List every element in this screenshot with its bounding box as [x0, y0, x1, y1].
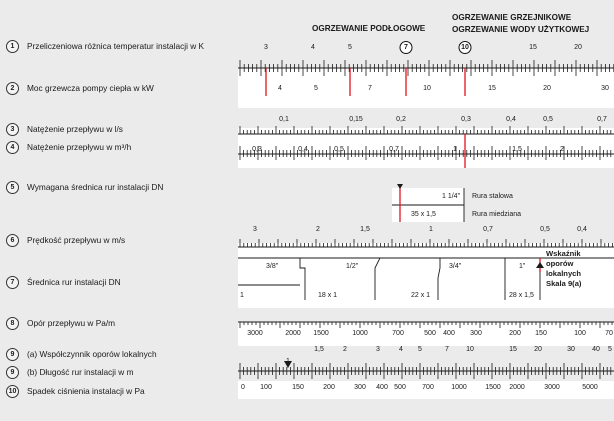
scale10-label: 0 — [241, 384, 245, 391]
scale9a-label: 1,5 — [314, 346, 324, 353]
row-label: Przeliczeniowa różnica temperatur instalacji w K — [27, 41, 205, 51]
scale8-label: 300 — [470, 330, 482, 337]
scale10-label: 3000 — [544, 384, 560, 391]
scale2-label: 4 — [278, 85, 282, 92]
row-number: 9 — [6, 348, 19, 361]
scale2-label: 10 — [423, 85, 431, 92]
scale3-label: 0,1 — [279, 116, 289, 123]
scale10-label: 1500 — [485, 384, 501, 391]
pipe-zone-border — [238, 258, 305, 300]
scale2-label: 7 — [368, 85, 372, 92]
row-number: 9 — [6, 366, 19, 379]
pipe-size-label: 3/8" — [266, 263, 279, 270]
header-radiator-heating: OGRZEWANIE GRZEJNIKOWE — [452, 13, 572, 22]
row-label: Natężenie przepływu w l/s — [27, 124, 123, 134]
row-label: Opór przepływu w Pa/m — [27, 318, 116, 328]
scale4-label: 0,3 — [252, 146, 262, 153]
scale10-label: 200 — [323, 384, 335, 391]
scale8-label: 100 — [574, 330, 586, 337]
header-hot-water: OGRZEWANIE WODY UŻYTKOWEJ — [452, 25, 590, 34]
scale9a-label: 5 — [418, 346, 422, 353]
row-number: 5 — [6, 181, 19, 194]
scale10-label: 100 — [260, 384, 272, 391]
row-number: 7 — [6, 276, 19, 289]
scale9a-label: 5 — [608, 346, 612, 353]
scale9a-label: 3 — [376, 346, 380, 353]
scale6-label: 1,5 — [360, 226, 370, 233]
scale1-label: 20 — [574, 44, 582, 51]
row-number: 3 — [6, 123, 19, 136]
radiator-marker-10: 10 — [459, 41, 472, 54]
scale2-label: 5 — [314, 85, 318, 92]
steel-pipe-size: 1 1/4" — [442, 193, 461, 200]
scale9a-label: 15 — [509, 346, 517, 353]
indicator-line: lokalnych — [546, 269, 582, 278]
scale10-label: 300 — [354, 384, 366, 391]
scale9a-label: 4 — [399, 346, 403, 353]
row-label: (b) Długość rur instalacji w m — [27, 367, 134, 377]
length-pointer-icon — [284, 361, 292, 368]
row-number: 8 — [6, 317, 19, 330]
indicator-line: oporów — [546, 259, 574, 268]
scale8-label: 500 — [424, 330, 436, 337]
scale6-label: 0,4 — [577, 226, 587, 233]
pipe-size-label: 1" — [519, 263, 526, 270]
scale3-label: 0,7 — [597, 116, 607, 123]
floor-marker-7: 7 — [400, 41, 413, 54]
pipe-size-label: 1/2" — [346, 263, 359, 270]
scale10-label: 400 — [376, 384, 388, 391]
pipe-size-label: 1 — [240, 292, 244, 299]
resistance-pointer-icon — [536, 262, 544, 268]
scale10-label: 700 — [422, 384, 434, 391]
scale9a-label: 7 — [445, 346, 449, 353]
row-number: 1 — [6, 40, 19, 53]
scale9a-label: 40 — [592, 346, 600, 353]
scale9a-label: 20 — [534, 346, 542, 353]
row-number: 10 — [6, 385, 19, 398]
scale8-label: 200 — [509, 330, 521, 337]
scale3-label: 0,15 — [349, 116, 363, 123]
copper-pipe-size: 35 x 1,5 — [411, 211, 436, 218]
indicator-line: Wskaźnik — [546, 249, 581, 258]
scale8-label: 3000 — [247, 330, 263, 337]
scale4-label: 1,5 — [512, 146, 522, 153]
row-label: Spadek ciśnienia instalacji w Pa — [27, 386, 145, 396]
scale3-label: 0,3 — [461, 116, 471, 123]
scale3-label: 0,2 — [396, 116, 406, 123]
row-label: Natężenie przepływu w m³/h — [27, 142, 132, 152]
scale9a-label: 10 — [466, 346, 474, 353]
scale1-label: 5 — [348, 44, 352, 51]
scale4-label: 0,5 — [334, 146, 344, 153]
scale8-label: 2000 — [285, 330, 301, 337]
scale10-label: 5000 — [582, 384, 598, 391]
scale8-label: 400 — [443, 330, 455, 337]
row-label: Wymagana średnica rur instalacji DN — [27, 182, 164, 192]
scale9a-label: 30 — [567, 346, 575, 353]
pipe-size-label: 28 x 1,5 — [509, 292, 534, 299]
scale10-label: 1000 — [451, 384, 467, 391]
scale6-label: 1 — [429, 226, 433, 233]
scale4-label: 2 — [560, 146, 564, 153]
pipe-size-label: 22 x 1 — [411, 292, 431, 299]
scale8-label: 1000 — [352, 330, 368, 337]
pipe-zone-border — [300, 258, 380, 300]
scale8-label: 70 — [605, 330, 613, 337]
pipe-pointer-icon — [397, 184, 403, 189]
row-number: 2 — [6, 82, 19, 95]
scale9a-label: 2 — [343, 346, 347, 353]
pipe-size-label: 18 x 1 — [318, 292, 338, 299]
row-label: Średnica rur instalacji DN — [27, 277, 121, 287]
pipe-size-label: 3/4" — [449, 263, 462, 270]
scale2-label: 15 — [488, 85, 496, 92]
scale8-label: 150 — [535, 330, 547, 337]
scale2-label: 20 — [543, 85, 551, 92]
scale4-label: 0,7 — [389, 146, 399, 153]
row-label: Prędkość przepływu w m/s — [27, 235, 126, 245]
row-label: Moc grzewcza pompy ciepła w kW — [27, 83, 154, 93]
scale8-label: 1500 — [313, 330, 329, 337]
scale10-label: 150 — [292, 384, 304, 391]
pipe-zone-border — [375, 258, 440, 300]
scale1-label: 4 — [311, 44, 315, 51]
header-floor-heating: OGRZEWANIE PODŁOGOWE — [312, 24, 426, 33]
scale4-label: 0,4 — [298, 146, 308, 153]
scale2-label: 30 — [601, 85, 609, 92]
row-number: 4 — [6, 141, 19, 154]
scale8-label: 700 — [392, 330, 404, 337]
scale1-label: 3 — [264, 44, 268, 51]
scale6-label: 0,7 — [483, 226, 493, 233]
row-label: (a) Współczynnik oporów lokalnych — [27, 349, 157, 359]
scale6-label: 2 — [316, 226, 320, 233]
scale4-label: 1 — [453, 146, 457, 153]
copper-pipe-label: Rura miedziana — [472, 211, 522, 218]
scale3-label: 0,4 — [506, 116, 516, 123]
steel-pipe-label: Rura stalowa — [472, 193, 513, 200]
row-number: 6 — [6, 234, 19, 247]
scale6-label: 0,5 — [540, 226, 550, 233]
indicator-line: Skala 9(a) — [546, 279, 582, 288]
scale1-label: 15 — [529, 44, 537, 51]
pipe-zone-border — [438, 258, 505, 300]
scale6-label: 3 — [253, 226, 257, 233]
scale10-label: 500 — [394, 384, 406, 391]
scale3-label: 0,5 — [543, 116, 553, 123]
scale10-label: 2000 — [509, 384, 525, 391]
